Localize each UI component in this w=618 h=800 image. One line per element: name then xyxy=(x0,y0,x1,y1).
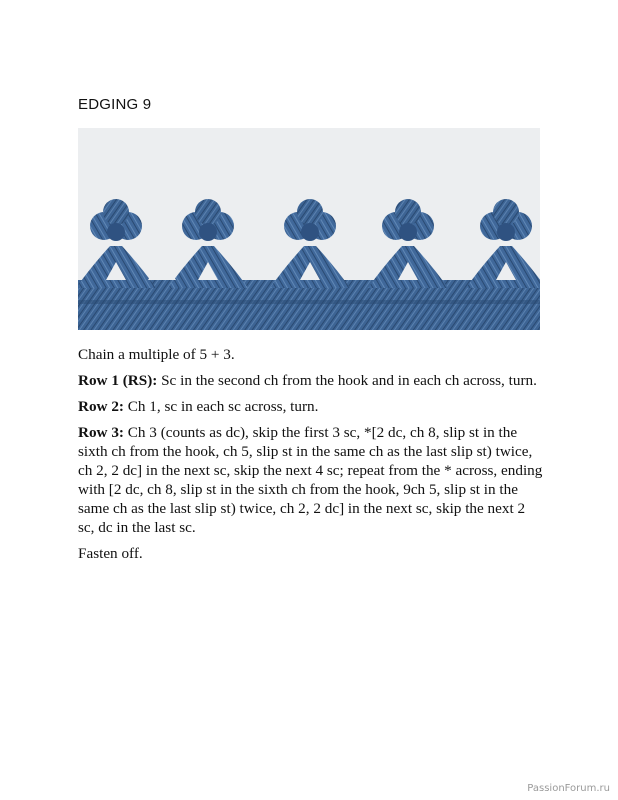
instructions xyxy=(78,345,543,570)
row-3 xyxy=(78,423,543,537)
lace-picot xyxy=(297,199,323,225)
lace-picot-center xyxy=(301,223,319,241)
lace-picot xyxy=(395,199,421,225)
lace-picot-center xyxy=(107,223,125,241)
crochet-edging-image xyxy=(78,128,540,330)
lace-picot xyxy=(103,199,129,225)
row-2-text: Ch 1, sc in each sc across, turn. xyxy=(123,398,319,415)
lace-picot-center xyxy=(497,223,515,241)
row-3-label: Row 3: xyxy=(78,424,124,441)
row-2 xyxy=(78,397,543,416)
lace-picot xyxy=(493,199,519,225)
row-3-text: Ch 3 (counts as dc), skip the first 3 sc, *[2 dc, ch 8, slip st in the sixth ch from the hook, ch 5, slip st in the same ch as the last slip st) twice, ch 2, 2 dc] in the next sc, skip the next 4 sc; repeat from the * across, ending with [2 dc, ch 8, slip st in the sixth ch from the hook, 9ch 5, slip st in the same ch as the last slip st) twice, ch 2, 2 dc] in the next sc, skip the next 2 sc, dc in the last sc. xyxy=(78,424,543,536)
row-2-label: Row 2: xyxy=(78,398,124,415)
row-1-label: Row 1 (RS): xyxy=(78,372,158,389)
intro-line: Chain a multiple of 5 + 3. xyxy=(78,346,235,363)
page-heading: EDGING 9 xyxy=(78,96,152,113)
lace-row-line xyxy=(78,300,540,304)
lace-picot xyxy=(195,199,221,225)
lace-picot-center xyxy=(199,223,217,241)
edging-photo xyxy=(78,128,540,330)
watermark: PassionForum.ru xyxy=(527,783,610,794)
outro-line: Fasten off. xyxy=(78,545,143,562)
row-1 xyxy=(78,371,543,390)
lace-picot-center xyxy=(399,223,417,241)
row-1-text: Sc in the second ch from the hook and in each ch across, turn. xyxy=(157,372,537,389)
